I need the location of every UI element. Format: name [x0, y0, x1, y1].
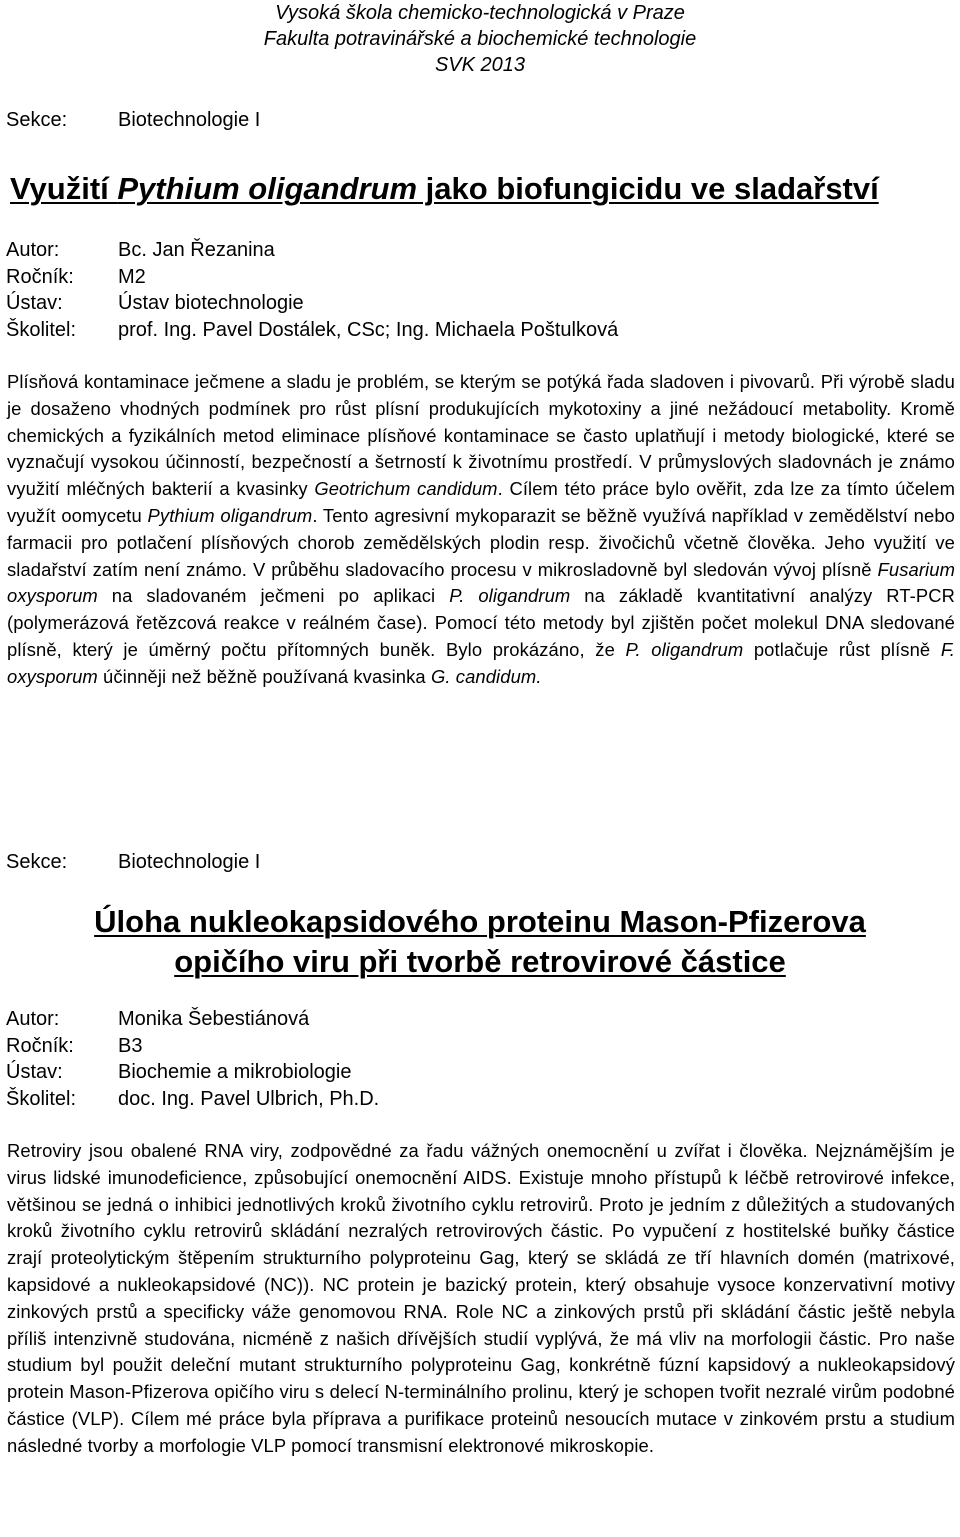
entry2-title-line2: opičího viru při tvorbě retrovirové částice	[174, 944, 786, 979]
section-label: Sekce:	[6, 851, 68, 873]
header-event: SVK 2013	[434, 54, 526, 76]
abstract-paragraph	[7, 369, 955, 691]
meta-label: Autor:	[6, 1008, 60, 1030]
meta-label: Školitel:	[6, 1087, 77, 1110]
entry1-abstract	[7, 369, 955, 691]
header-faculty: Fakulta potravinářské a biochemické technologie	[263, 28, 697, 50]
entry1-title-species: Pythium oligandrum	[117, 171, 418, 206]
abstract-text: na sladovaném ječmeni po aplikaci	[97, 585, 450, 607]
entry1-title-part1: Využití	[10, 171, 118, 206]
abstract-italic-term: P. oligandrum	[449, 585, 571, 607]
abstract-italic-term: F. oxysporum	[7, 638, 955, 687]
abstract-text: . Tento agresivní mykoparazit se běžně využívá například v zemědělství nebo farmacii pro potlačení plísňových chorob zemědělských plodin resp. živočichů včetně člověka. Jeho využití ve sladařství zatím není známo. V průběhu sladovacího procesu v mikrosladovně byl sledován vývoj plísně	[7, 504, 955, 580]
abstract-text: . Cílem této práce bylo ověřit, zda lze za tímto účelem využít oomycetu	[7, 478, 955, 526]
entry1-title-part3: jako biofungicidu ve sladařství	[417, 171, 879, 206]
meta-value: Bc. Jan Řezanina	[118, 239, 275, 261]
meta-label: Školitel:	[6, 318, 77, 341]
meta-value: B3	[118, 1034, 143, 1057]
abstract-text: na základě kvantitativní analýzy RT-PCR (polymerázová řetězcová reakce v reálném čase). Pomocí této metody byl zjištěn počet molekul DNA sledované plísně, který je úměrný počtu přítomných buněk. Bylo prokázáno, že	[7, 585, 955, 660]
meta-label: Ústav:	[6, 292, 63, 314]
meta-value: prof. Ing. Pavel Dostálek, CSc; Ing. Michaela Poštulková	[118, 318, 619, 341]
abstract-italic-term: Fusarium oxysporum	[7, 558, 955, 607]
section-label: Sekce:	[6, 109, 68, 131]
abstract-italic-term: Pythium oligandrum	[147, 504, 313, 526]
abstract-italic-term: P. oligandrum	[625, 638, 744, 660]
meta-value: M2	[118, 265, 146, 288]
meta-value: Monika Šebestiánová	[118, 1008, 310, 1030]
meta-value: Ústav biotechnologie	[118, 292, 304, 314]
meta-value: Biochemie a mikrobiologie	[118, 1061, 352, 1083]
abstract-italic-term: Geotrichum candidum	[314, 478, 498, 500]
abstract-italic-term: G. candidum.	[430, 665, 542, 687]
abstract-text: Retroviry jsou obalené RNA viry, zodpovědné za řadu vážných onemocnění u zvířat i člověka. Nejznámějším je virus lidské imunodeficience, způsobující onemocnění AIDS. Existuje mnoho přístupů k léčbě retrovirové infekce, většinou se jedná o inhibici jednotlivých kroků životního cyklu retrovirů. Proto je jedním z důležitých a studovaných kroků životního cyklu retrovirů skládání nezralých retrovirových částic. Po vypučení z hostitelské buňky částice zrají proteolytickým štěpením strukturního polyproteinu Gag, který se skládá ze tří hlavních domén (matrixové, kapsidové a nukleokapsidové (NC)). NC protein je bazický protein, který obsahuje vysoce konzervativní motivy zinkových prstů a specificky váže genomovou RNA. Role NC a zinkových prstů při skládání částic ještě nebyla příliš intenzivně studována, nicméně z našich dřívějších studií vyplývá, že má vliv na morfologii částic. Pro naše studium byl použit deleční mutant strukturního polyproteinu Gag, konkrétně fúzní kapsidový a nukleokapsidový protein Mason-Pfizerova opičího viru s delecí N-terminálního prolinu, který je schopen tvořit nezralé virům podobné částice (VLP). Cílem mé práce byla příprava a purifikace proteinů nesoucích mutace v zinkovém prstu a studium následné tvorby a morfologie VLP pomocí transmisní elektronové mikroskopie.	[7, 1140, 955, 1456]
meta-value: doc. Ing. Pavel Ulbrich, Ph.D.	[118, 1087, 380, 1110]
header-university: Vysoká škola chemicko-technologická v Praze	[275, 2, 685, 24]
entry2-title	[0, 902, 960, 982]
section-value: Biotechnologie I	[118, 851, 261, 873]
section-value: Biotechnologie I	[118, 109, 261, 131]
abstract-text: Plísňová kontaminace ječmene a sladu je problém, se kterým se potýká řada sladoven i pivovarů. Při výrobě sladu je dosaženo vhodných podmínek pro růst plísní produkujících mykotoxiny a jiné nežádoucí metabolity. Kromě chemických a fyzikálních metod eliminace plísňové kontaminace se často uplatňují i metody biologické, které se vyznačují vysokou účinností, bezpečností a šetrností k životnímu prostředí. V průmyslových sladovnách je známo využití mléčných bakterií a kvasinky	[7, 371, 955, 500]
meta-label: Autor:	[6, 239, 60, 261]
abstract-text: potlačuje růst plísně	[743, 638, 941, 660]
entry1-title	[10, 170, 955, 208]
abstract-text: účinněji než běžně používaná kvasinka	[97, 665, 431, 687]
entry2-title-line1: Úloha nukleokapsidového proteinu Mason-Pfizerova	[94, 904, 866, 939]
entry2-abstract	[7, 1138, 955, 1460]
meta-label: Ročník:	[6, 1034, 74, 1057]
meta-label: Ústav:	[6, 1061, 63, 1083]
meta-label: Ročník:	[6, 265, 74, 288]
abstract-paragraph	[7, 1138, 955, 1460]
